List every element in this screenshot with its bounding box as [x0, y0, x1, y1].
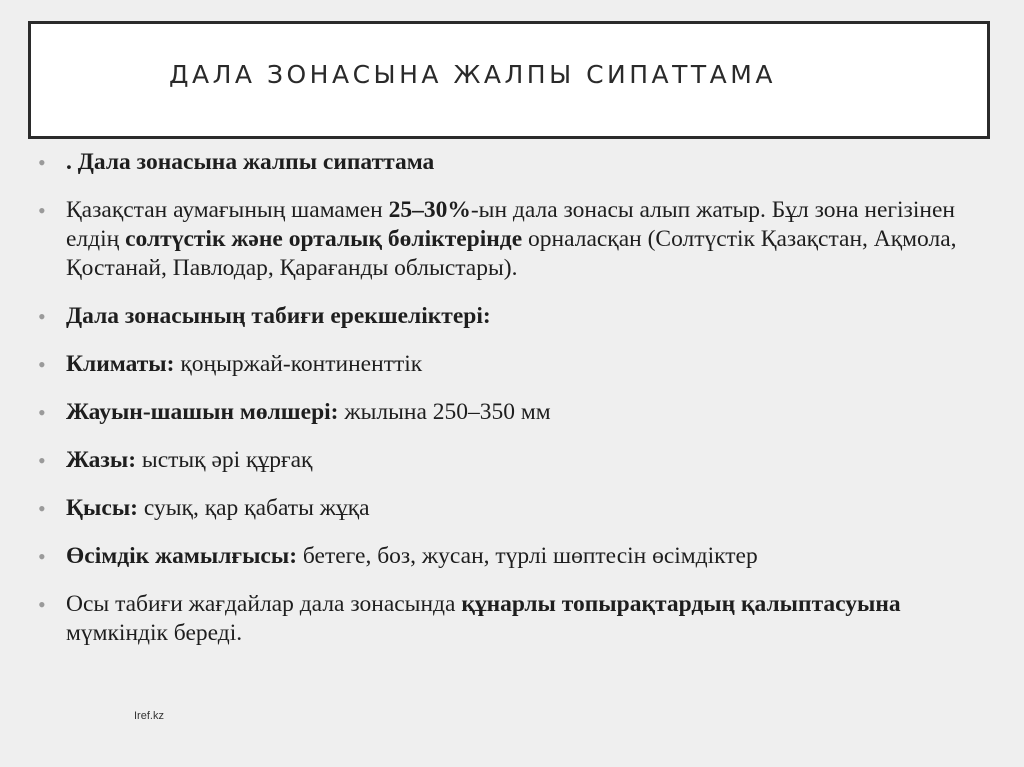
item-text: жылына 250–350 мм	[338, 399, 551, 425]
list-item	[38, 350, 988, 379]
list-item	[38, 196, 988, 283]
bullet-icon: •	[38, 496, 46, 521]
item-text: Осы табиғи жағдайлар дала зонасында	[66, 591, 462, 617]
list-item	[38, 542, 988, 571]
item-emphasis: құнарлы топырақтардың қалыптасуына	[461, 591, 901, 617]
bullet-icon: •	[38, 352, 46, 377]
item-heading: . Дала зонасына жалпы сипаттама	[66, 149, 435, 175]
source-footer: Iref.kz	[134, 710, 164, 722]
list-item	[38, 446, 988, 475]
item-text: мүмкіндік береді.	[66, 620, 243, 646]
item-label: Өсімдік жамылғысы:	[66, 543, 298, 569]
item-heading: Дала зонасының табиғи ерекшеліктері:	[66, 303, 491, 329]
item-text: суық, қар қабаты жұқа	[138, 495, 370, 521]
bullet-icon: •	[38, 304, 46, 329]
list-item	[38, 398, 988, 427]
item-text: Қазақстан аумағының шамамен	[66, 197, 389, 223]
list-item	[38, 148, 988, 177]
bullet-icon: •	[38, 544, 46, 569]
bullet-icon: •	[38, 592, 46, 617]
item-text: бетеге, боз, жусан, түрлі шөптесін өсімдіктер	[297, 543, 758, 569]
bullet-icon: •	[38, 448, 46, 473]
list-item	[38, 590, 988, 648]
title-box	[28, 21, 990, 139]
item-label: Климаты:	[66, 351, 175, 377]
item-emphasis: 25–30%	[388, 197, 471, 223]
bullet-icon: •	[38, 150, 46, 175]
bullet-icon: •	[38, 198, 46, 223]
item-text: қоңыржай-континенттік	[174, 351, 423, 377]
bullet-icon: •	[38, 400, 46, 425]
item-text: ыстық әрі құрғақ	[136, 447, 313, 473]
item-text: -ын дала зонасы алып жатыр. Бұл зона негізінен елдің	[66, 197, 955, 252]
list-item	[38, 494, 988, 523]
bullet-list	[38, 148, 988, 667]
item-label: Жауын-шашын мөлшері:	[66, 399, 339, 425]
item-label: Жазы:	[66, 447, 137, 473]
item-text: орналасқан (Солтүстік Қазақстан, Ақмола, Қостанай, Павлодар, Қарағанды облыстары).	[66, 226, 957, 281]
list-item	[38, 302, 988, 331]
item-label: Қысы:	[66, 495, 138, 521]
slide-title: ДАЛА ЗОНАСЫНА ЖАЛПЫ СИПАТТАМА	[169, 60, 776, 89]
item-emphasis: солтүстік және орталық бөліктерінде	[125, 226, 523, 252]
